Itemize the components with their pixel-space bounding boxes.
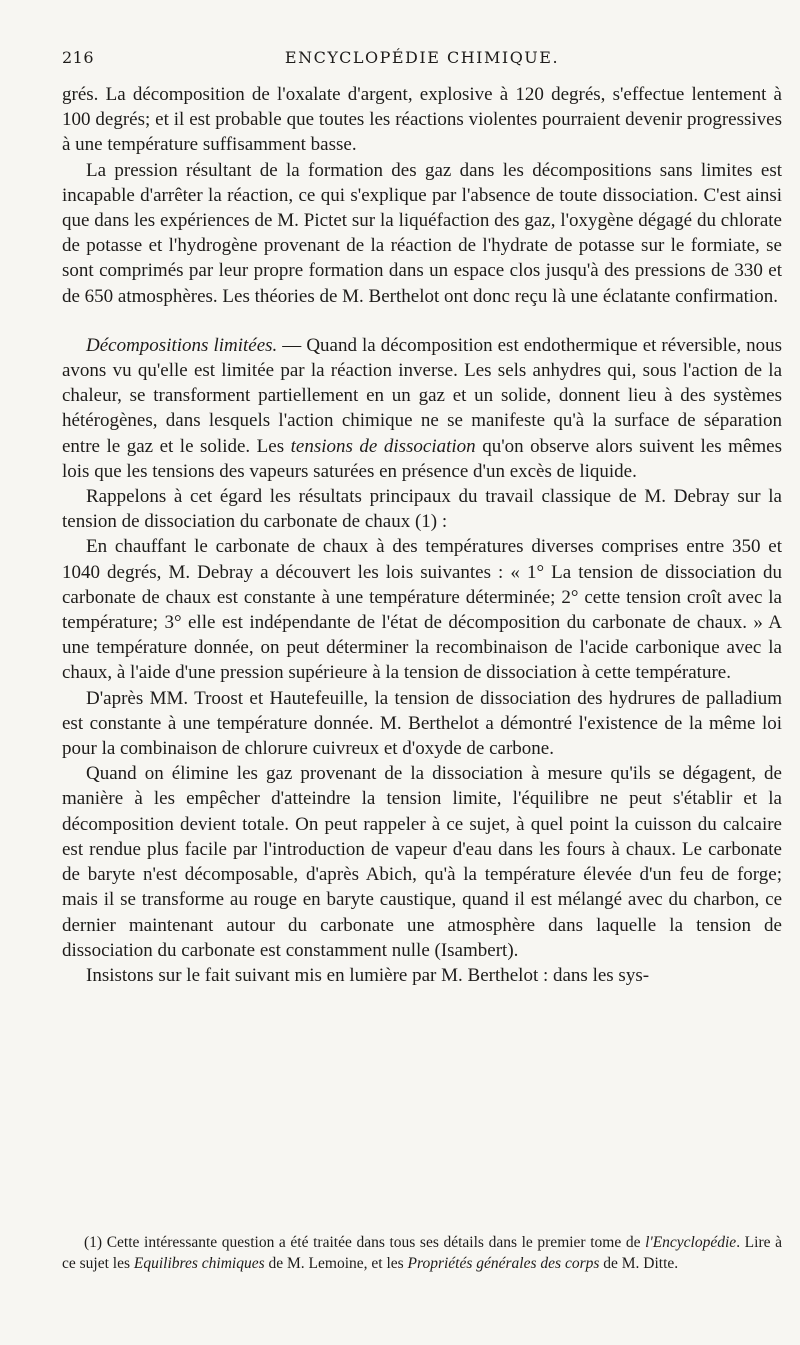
paragraph-4: Rappelons à cet égard les résultats principaux du travail classique de M. Debray sur la tension de dissociation du carbonate de chaux (1) : [62,486,782,533]
paragraph-3-part-b: qu'on observe alors suivent les mêmes lois que les tensions des vapeurs saturées en présence d'un excès de liquide. [62,435,782,482]
paragraph-5: En chauffant le carbonate de chaux à des températures diverses comprises entre 350 et 1040 degrés, M. Debray a découvert les lois suivantes : « 1° La tension de dissociation du carbonate de chaux est constante à une température déterminée; 2° cette tension croît avec la température; 3° elle est indépendante de l'état de décomposition du carbonate de chaux. » A une température donnée, on peut déterminer la recombinaison de l'acide carbonique avec la chaux, à l'aide d'une pression supérieure à la tension de dissociation à cette température. [62,536,782,684]
paragraph-3-part-a: Quand la décomposition est endothermique et réversible, nous avons vu qu'elle est limitée par la réaction inverse. Les sels anhydres qui, sous l'action de la chaleur, se transforment partiellement en un gaz et un solide, donnent lieu à des systèmes hétérogènes, dans lesquels l'action chimique ne se manifeste qu'à la surface de séparation entre le gaz et le solide. Les [62,334,782,457]
page-number: 216 [62,48,95,67]
heading-dash: — [277,334,307,356]
footnote-text-c: de M. Lemoine, et les [264,1255,408,1272]
paragraph-6: D'après MM. Troost et Hautefeuille, la tension de dissociation des hydrures de palladium est constante à une température donnée. M. Berthelot a démontré l'existence de la même loi pour la combinaison de chlorure cuivreux et d'oxyde de carbone. [62,687,782,760]
footnote-text-d: de M. Ditte. [599,1255,679,1272]
footnote-1 [62,1232,782,1274]
footnote-text-b: . Lire à ce sujet les [62,1234,782,1272]
footnote-text-a: (1) Cette intéressante question a été traitée dans tous ses détails dans le premier tome de [84,1234,646,1251]
page-header [62,48,782,76]
body-text [62,82,782,988]
section-heading: Décompositions limitées. [86,334,278,356]
running-title: ENCYCLOPÉDIE CHIMIQUE. [284,48,560,67]
paragraph-decompositions-limitees [62,333,782,484]
footnote-italic-encyclopedie: l'Encyclopédie [645,1234,737,1251]
paragraph-7: Quand on élimine les gaz provenant de la dissociation à mesure qu'ils se dégagent, de manière à les empêcher d'atteindre la tension limite, l'équilibre ne peut s'établir et la décomposition devient totale. On peut rappeler à ce sujet, à quel point la cuisson du calcaire est rendue plus facile par l'introduction de vapeur d'eau dans les fours à chaux. Le carbonate de baryte n'est décomposable, d'après Abich, qu'à la température élevée d'un feu de forge; mais il se transforme au rouge en baryte caustique, quand il est mélangé avec du charbon, ce dernier maintenant autour du carbonate une atmosphère dans laquelle la tension de dissociation du carbonate est constamment nulle (Isambert). [62,763,782,961]
paragraph-2: La pression résultant de la formation des gaz dans les décompositions sans limites est incapable d'arrêter la réaction, ce qui s'explique par l'absence de toute dissociation. C'est ainsi que dans les expériences de M. Pictet sur la liquéfaction des gaz, l'oxygène dégagé du chlorate de potasse et l'hydrogène provenant de la réaction de l'hydrate de potasse sur le formiate, se sont comprimés par leur propre formation dans un espace clos jusqu'à des pressions de 330 et de 650 atmosphères. Les théories de M. Berthelot ont donc reçu là une éclatante confirmation. [62,159,782,307]
footnotes [62,1232,782,1274]
footnote-italic-equilibres: Equilibres chimiques [133,1255,265,1272]
paragraph-1: grés. La décomposition de l'oxalate d'argent, explosive à 120 degrés, s'effectue lentement à 100 degrés; et il est probable que toutes les réactions violentes pourraient devenir progressives à une température suffisamment basse. [62,84,782,156]
footnote-italic-proprietes: Propriétés générales des corps [407,1255,600,1272]
paragraph-8: Insistons sur le fait suivant mis en lumière par M. Berthelot : dans les sys- [86,964,650,986]
italic-term: tensions de dissociation [290,435,476,457]
